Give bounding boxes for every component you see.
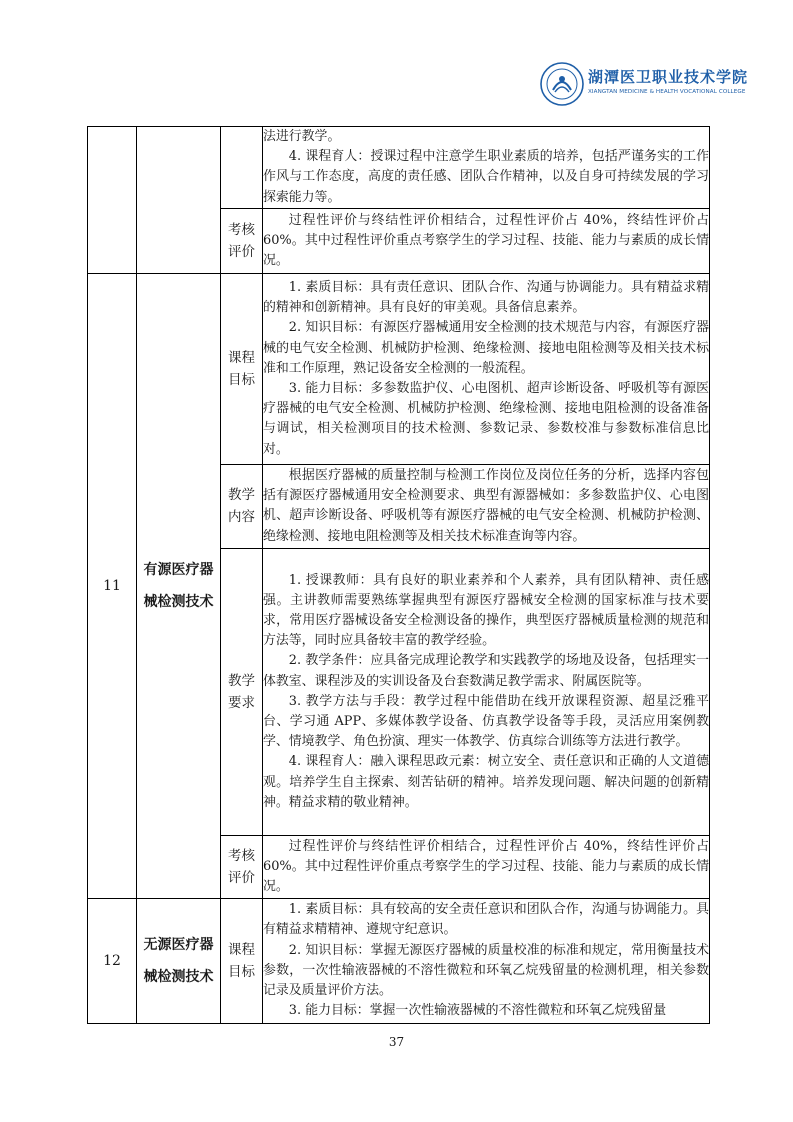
table-row <box>88 898 710 1023</box>
paragraph: 1. 素质目标：具有较高的安全责任意识和团队合作，沟通与协调能力。具有精益求精精神、遵规守纪意识。 <box>263 902 709 938</box>
teaching-content-label: 教学内容 <box>221 464 263 548</box>
teaching-requirements-cell <box>263 127 710 209</box>
table-row <box>88 127 710 209</box>
college-name-en: XIANGTAN MEDICINE & HEALTH VOCATIONAL COLLEGE <box>588 89 746 95</box>
teaching-requirements-cell <box>263 548 710 835</box>
teaching-content-cell <box>263 464 710 548</box>
paragraph: 1. 授课教师：具有良好的职业素养和个人素养，具有团队精神、责任感强。主讲教师需要熟练掌握典型有源医疗器械安全检测的国家标准与技术要求，常用医疗器械设备安全检测设备的操作，典型医疗器械质量检测的规范和方法等，同时应具备较丰富的教学经验。 <box>263 572 709 649</box>
page-number: 37 <box>388 1035 405 1049</box>
paragraph: 2. 知识目标：有源医疗器械通用安全检测的技术规范与内容，有源医疗器械的电气安全检测、机械防护检测、绝缘检测、接地电阻检测等及相关技术标准和工作原理，熟记设备安全检测的一般流程。 <box>263 320 709 376</box>
paragraph: 3. 教学方法与手段：教学过程中能借助在线开放课程资源、超星泛雅平台、学习通 APP、多媒体教学设备、仿真教学设备等手段，灵活应用案例教学、情境教学、角色扮演、理实一体教学、仿真综合训练等方法进行教学。 <box>263 693 709 750</box>
course-goals-label: 课程目标 <box>221 273 263 464</box>
paragraph: 4. 课程育人：融入课程思政元素：树立安全、责任意识和正确的人文道德观。培养学生自主探索、刻苦钻研的精神。培养发现问题、解决问题的创新精神。精益求精的敬业精神。 <box>263 754 709 810</box>
course-number-cell <box>88 127 137 274</box>
paragraph: 法进行教学。 <box>263 129 341 144</box>
paragraph: 3. 能力目标：掌握一次性输液器械的不溶性微粒和环氧乙烷残留量 <box>288 1003 667 1019</box>
assessment-cell <box>263 835 710 898</box>
paragraph: 根据医疗器械的质量控制与检测工作岗位及岗位任务的分析，选择内容包括有源医疗器械通用安全检测要求、典型有源器械如：多参数监护仪、心电图机、超声诊断设备、呼吸机等有源医疗器械的电气安全检测、机械防护检测、绝缘检测、接地电阻检测等及相关技术标准查询等内容。 <box>263 467 709 544</box>
paragraph: 2. 教学条件：应具备完成理论教学和实践教学的场地及设备，包括理实一体教室、课程涉及的实训设备及台套数满足教学需求、附属医院等。 <box>263 653 709 689</box>
teaching-requirements-label <box>221 127 263 209</box>
table-row <box>88 273 710 464</box>
assessment-cell <box>263 208 710 273</box>
course-goals-label: 课程目标 <box>221 898 263 1023</box>
course-goals-cell <box>263 898 710 1023</box>
college-name-cn: 湖潭医卫职业技术学院 <box>588 68 749 86</box>
paragraph: 过程性评价与终结性评价相结合，过程性评价占 40%，终结性评价占 60%。其中过程性评价重点考察学生的学习过程、技能、能力与素质的成长情况。 <box>263 838 709 894</box>
paragraph: 3. 能力目标：多参数监护仪、心电图机、超声诊断设备、呼吸机等有源医疗器械的电气安全检测、机械防护检测、绝缘检测、接地电阻检测的设备准备与调试，相关检测项目的技术检测、参数记录、参数校准与参数标准信息比对。 <box>263 380 709 457</box>
paragraph: 4. 课程育人：授课过程中注意学生职业素质的培养，包括严谨务实的工作作风与工作态度，高度的责任感、团队合作精神，以及自身可持续发展的学习探索能力等。 <box>263 149 709 205</box>
paragraph: 2. 知识目标：掌握无源医疗器械的质量校准的标准和规定，常用衡量技术参数，一次性输液器械的不溶性微粒和环氧乙烷残留量的检测机理，相关参数记录及质量评价方法。 <box>263 942 709 999</box>
course-name: 有源医疗器械检测技术 <box>137 273 221 898</box>
college-emblem-icon <box>540 62 584 106</box>
course-name: 无源医疗器械检测技术 <box>137 898 221 1023</box>
paragraph: 过程性评价与终结性评价相结合，过程性评价占 40%，终结性评价占 60%。其中过程性评价重点考察学生的学习过程、技能、能力与素质的成长情况。 <box>263 212 709 268</box>
course-number: 11 <box>88 273 137 898</box>
course-goals-cell <box>263 273 710 464</box>
course-name-cell <box>137 127 221 274</box>
college-logo <box>540 62 749 108</box>
course-number: 12 <box>88 898 137 1023</box>
teaching-requirements-label: 教学要求 <box>221 548 263 835</box>
assessment-label: 考核评价 <box>221 208 263 273</box>
paragraph: 1. 素质目标：具有责任意识、团队合作、沟通与协调能力。具有精益求精的精神和创新精神。具有良好的审美观。具备信息素养。 <box>263 279 709 316</box>
curriculum-table <box>87 126 710 1024</box>
assessment-label: 考核评价 <box>221 835 263 898</box>
